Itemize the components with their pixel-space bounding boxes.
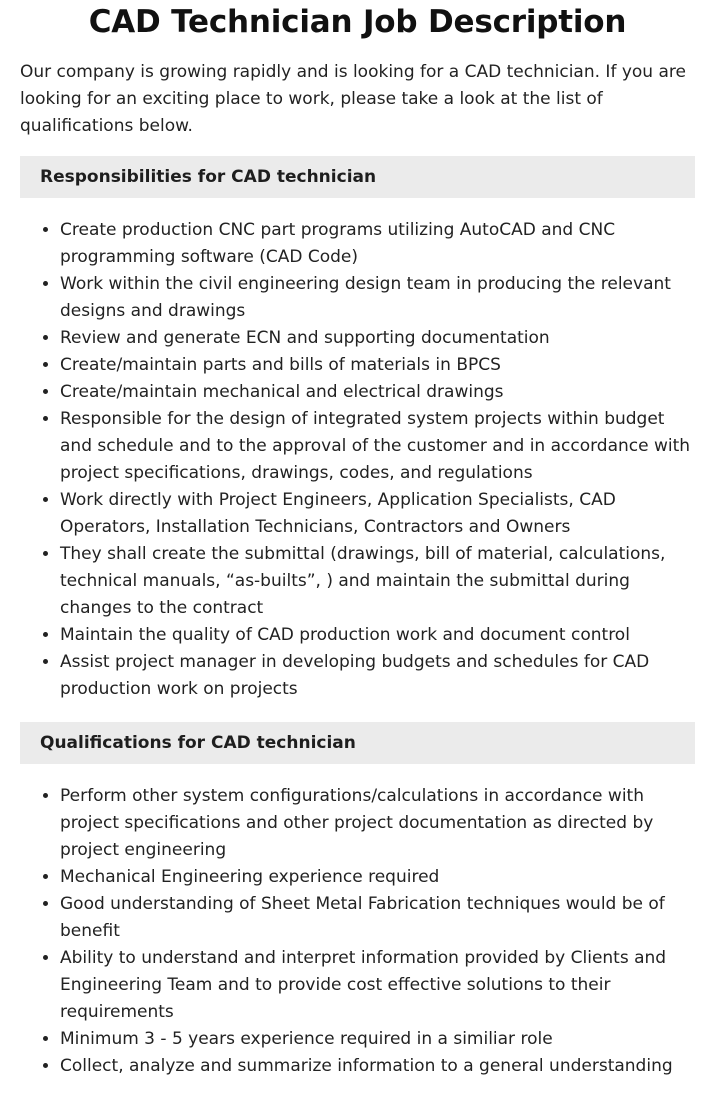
list-item: • Responsible for the design of integrated system projects within budget and schedule and to the approval of the customer and in accordance with project specifications, drawings, codes, and regulations <box>60 406 695 487</box>
list-item: • Work directly with Project Engineers, Application Specialists, CAD Operators, Installation Technicians, Contractors and Owners <box>60 487 695 541</box>
page-title: CAD Technician Job Description <box>88 4 627 40</box>
list-item: • Ability to understand and interpret information provided by Clients and Engineering Team and to provide cost effective solutions to their requirements <box>60 945 695 1026</box>
list-item: • Work within the civil engineering design team in producing the relevant designs and drawings <box>60 271 695 325</box>
list-item: • Collect, analyze and summarize information to a general understanding <box>60 1053 695 1080</box>
list-item: • Minimum 3 - 5 years experience required in a similiar role <box>60 1026 695 1053</box>
intro-paragraph: Our company is growing rapidly and is looking for a CAD technician. If you are looking for an exciting place to work, please take a look at the list of qualifications below. <box>20 62 686 136</box>
list-item: • Review and generate ECN and supporting documentation <box>60 325 695 352</box>
list-item: • Perform other system configurations/calculations in accordance with project specifications and other project documentation as directed by project engineering <box>60 783 695 864</box>
list-item: • Create production CNC part programs utilizing AutoCAD and CNC programming software (CAD Code) <box>60 217 695 271</box>
list-item: • Maintain the quality of CAD production work and document control <box>60 622 695 649</box>
list-item: • Good understanding of Sheet Metal Fabrication techniques would be of benefit <box>60 891 695 945</box>
qualifications-list <box>20 783 695 1080</box>
responsibilities-list <box>20 217 695 703</box>
list-item: • Assist project manager in developing budgets and schedules for CAD production work on projects <box>60 649 695 703</box>
qualifications-heading: Qualifications for CAD technician <box>20 722 695 764</box>
list-item: • Create/maintain mechanical and electrical drawings <box>60 379 695 406</box>
list-item: • They shall create the submittal (drawings, bill of material, calculations, technical manuals, “as-builts”, ) and maintain the submittal during changes to the contract <box>60 541 695 622</box>
list-item: • Mechanical Engineering experience required <box>60 864 695 891</box>
list-item: • Create/maintain parts and bills of materials in BPCS <box>60 352 695 379</box>
responsibilities-heading: Responsibilities for CAD technician <box>20 156 695 198</box>
